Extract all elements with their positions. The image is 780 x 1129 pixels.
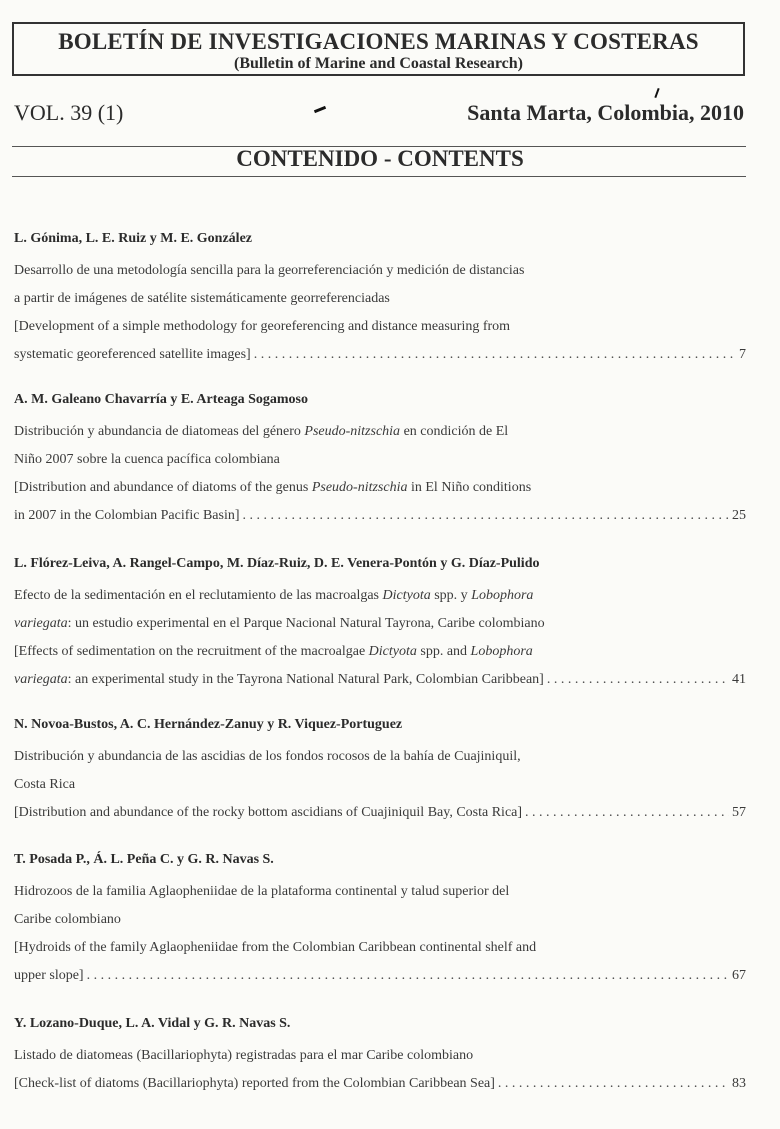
entry-spanish-title-line: Caribe colombiano [14,912,121,927]
entry-authors: N. Novoa-Bustos, A. C. Hernández-Zanuy y R. Viquez-Portuguez [14,717,403,732]
entry-authors: T. Posada P., Á. L. Peña C. y G. R. Navas S. [14,852,274,867]
entry-spanish-title-line: Listado de diatomeas (Bacillariophyta) registradas para el mar Caribe colombiano [14,1048,474,1063]
entry-authors: A. M. Galeano Chavarría y E. Arteaga Sogamoso [14,392,308,407]
toc-entry [14,1015,746,1098]
entry-page-number: 41 [732,672,746,687]
volume-number: VOL. 39 (1) [14,100,124,125]
entry-page-number: 25 [732,508,746,523]
toc-entry [14,716,746,827]
toc-entry [14,391,746,530]
entry-spanish-title-line: Efecto de la sedimentación en el reclutamiento de las macroalgas Dictyota spp. y Lobophora [14,588,534,603]
entry-english-title-end: systematic georeferenced satellite images] [14,347,251,362]
entry-english-title-end: [Distribution and abundance of the rocky bottom ascidians of Cuajiniquil Bay, Costa Rica] [14,805,523,820]
entry-spanish-title-line: Distribución y abundancia de diatomeas del género Pseudo-nitzschia en condición de El [14,424,509,439]
species-name: variegata [14,616,68,631]
dot-leader [498,1070,729,1098]
entry-page-number: 67 [732,968,746,983]
entry-english-title-end: upper slope] [14,968,84,983]
entry-english-title-line: [Effects of sedimentation on the recruitment of the macroalgae Dictyota spp. and Lobophora [14,644,533,659]
dot-leader [254,341,736,369]
entry-last-line [14,799,746,827]
entry-english-title-line: [Development of a simple methodology for georeferencing and distance measuring from [14,319,511,334]
entry-page-number: 83 [732,1076,746,1091]
entry-spanish-title-line: Niño 2007 sobre la cuenca pacífica colombiana [14,452,280,467]
genus-name: Pseudo-nitzschia [304,424,401,439]
entry-spanish-title-line: Distribución y abundancia de las ascidias de los fondos rocosos de la bahía de Cuajiniquil, [14,749,521,764]
contents-title: CONTENIDO - CONTENTS [236,146,524,171]
dot-leader [87,962,729,990]
entry-last-line [14,666,746,694]
entry-english-title-end: [Check-list of diatoms (Bacillariophyta) reported from the Colombian Caribbean Sea] [14,1076,495,1091]
toc-entry [14,230,746,369]
entry-last-line [14,1070,746,1098]
bottom-rule [12,176,746,177]
genus-name: Dictyota [368,644,417,659]
species-name: variegata [14,672,68,687]
dot-leader [243,502,729,530]
genus-name: Dictyota [382,588,431,603]
entry-english-title-line: [Distribution and abundance of diatoms of the genus Pseudo-nitzschia in El Niño conditions [14,480,532,495]
entry-spanish-title-line: variegata: un estudio experimental en el Parque Nacional Natural Tayrona, Caribe colombiano [14,616,545,631]
entry-spanish-title-line: a partir de imágenes de satélite sistemáticamente georreferenciadas [14,291,390,306]
pen-mark [654,88,659,98]
entry-authors: L. Gónima, L. E. Ruiz y M. E. González [14,231,252,246]
dot-leader [525,799,729,827]
toc-entry [14,851,746,990]
entry-spanish-title-line: Hidrozoos de la familia Aglaopheniidae de la plataforma continental y talud superior del [14,884,510,899]
entry-english-title-line: [Hydroids of the family Aglaopheniidae from the Colombian Caribbean continental shelf and [14,940,537,955]
journal-subtitle: (Bulletin of Marine and Coastal Research) [233,55,523,72]
entry-page-number: 7 [739,347,746,362]
entry-english-title-end: in 2007 in the Colombian Pacific Basin] [14,508,240,523]
toc-entry [14,555,746,694]
entry-last-line [14,962,746,990]
genus-name: Lobophora [471,588,534,603]
genus-name: Lobophora [470,644,533,659]
entry-authors: L. Flórez-Leiva, A. Rangel-Campo, M. Díaz-Ruiz, D. E. Venera-Pontón y G. Díaz-Pulido [14,556,540,571]
dot-leader [547,666,729,694]
journal-title: BOLETÍN DE INVESTIGACIONES MARINAS Y COSTERAS [58,29,699,54]
entry-spanish-title-line: Desarrollo de una metodología sencilla para la georreferenciación y medición de distancias [14,263,525,278]
entry-english-title-end: variegata: an experimental study in the Tayrona National Natural Park, Colombian Caribbean] [14,672,544,687]
entry-last-line [14,502,746,530]
entry-authors: Y. Lozano-Duque, L. A. Vidal y G. R. Navas S. [14,1016,291,1031]
place-and-year: Santa Marta, Colombia, 2010 [467,100,744,125]
entry-last-line [14,341,746,369]
entry-page-number: 57 [732,805,746,820]
entry-spanish-title-line: Costa Rica [14,777,76,792]
journal-header-box [12,22,745,76]
genus-name: Pseudo-nitzschia [311,480,408,495]
pen-mark [314,106,326,113]
